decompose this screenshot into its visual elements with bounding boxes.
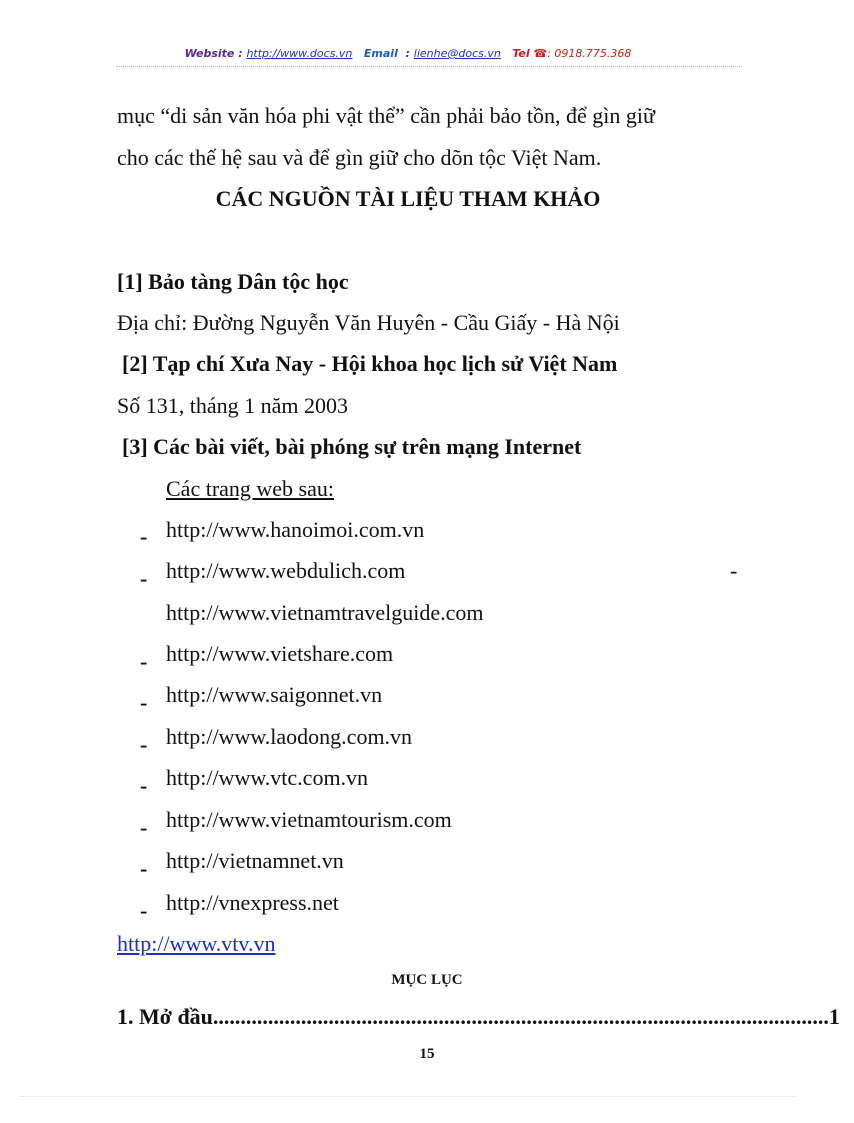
email-separator: : [405, 47, 410, 60]
url-vietnamtourism: http://www.vietnamtourism.com [166, 807, 452, 832]
phone-icon: ☎ [533, 47, 548, 60]
page-header [0, 47, 816, 60]
toc-entry-1[interactable] [117, 1004, 840, 1030]
toc-entry-label: 1. Mở đầu [117, 1004, 213, 1029]
bullet-marker: - [140, 524, 148, 549]
body-paragraph-line-2: cho các thế hệ sau và để gìn giữ cho dõn tộc Việt Nam. [117, 145, 602, 170]
url-vtv-link[interactable]: http://www.vtv.vn [117, 931, 276, 956]
website-link[interactable]: http://www.docs.vn [246, 47, 353, 60]
email-link[interactable]: lienhe@docs.vn [413, 47, 501, 60]
tel-number: : 0918.775.368 [547, 47, 632, 60]
stray-dash: - [730, 558, 738, 583]
footer-divider [20, 1096, 796, 1097]
toc-entry-leader: ................................................................................................................ [212, 1004, 829, 1029]
url-vtc: http://www.vtc.com.vn [166, 765, 369, 790]
tel-label: Tel [512, 47, 530, 60]
url-vietnamtravelguide: http://www.vietnamtravelguide.com [166, 600, 484, 625]
bullet-marker: - [140, 690, 148, 715]
reference-1-title: [1] Bảo tàng Dân tộc học [117, 269, 349, 294]
bullet-marker: - [140, 566, 148, 591]
url-laodong: http://www.laodong.com.vn [166, 724, 413, 749]
bullet-marker: - [140, 649, 148, 674]
reference-1-detail: Địa chỉ: Đường Nguyễn Văn Huyên - Cầu Giấy - Hà Nội [117, 310, 620, 335]
bullet-marker: - [140, 856, 148, 881]
url-vietshare: http://www.vietshare.com [166, 641, 394, 666]
bullet-marker: - [140, 732, 148, 757]
website-label: Website : [184, 47, 243, 60]
email-label: Email [363, 47, 398, 60]
toc-heading: MỤC LỤC [391, 972, 463, 988]
url-vietnamnet: http://vietnamnet.vn [166, 848, 344, 873]
url-webdulich: http://www.webdulich.com [166, 558, 406, 583]
header-divider [116, 66, 742, 67]
body-paragraph-line-1: mục “di sản văn hóa phi vật thể” cần phải bảo tồn, để gìn giữ [117, 103, 655, 128]
reference-3-title: [3] Các bài viết, bài phóng sự trên mạng Internet [122, 434, 582, 459]
reference-2-title: [2] Tạp chí Xưa Nay - Hội khoa học lịch sử Việt Nam [122, 351, 618, 376]
reference-3-subtitle: Các trang web sau: [166, 476, 334, 501]
reference-2-detail: Số 131, tháng 1 năm 2003 [117, 393, 348, 418]
bullet-marker: - [140, 773, 148, 798]
bullet-marker: - [140, 898, 148, 923]
page-number: 15 [419, 1046, 435, 1062]
references-heading: CÁC NGUỒN TÀI LIỆU THAM KHẢO [215, 186, 601, 211]
url-saigonnet: http://www.saigonnet.vn [166, 682, 383, 707]
url-hanoimoi: http://www.hanoimoi.com.vn [166, 517, 425, 542]
bullet-marker: - [140, 815, 148, 840]
url-vnexpress: http://vnexpress.net [166, 890, 339, 915]
toc-entry-page: 1 [828, 1004, 840, 1029]
